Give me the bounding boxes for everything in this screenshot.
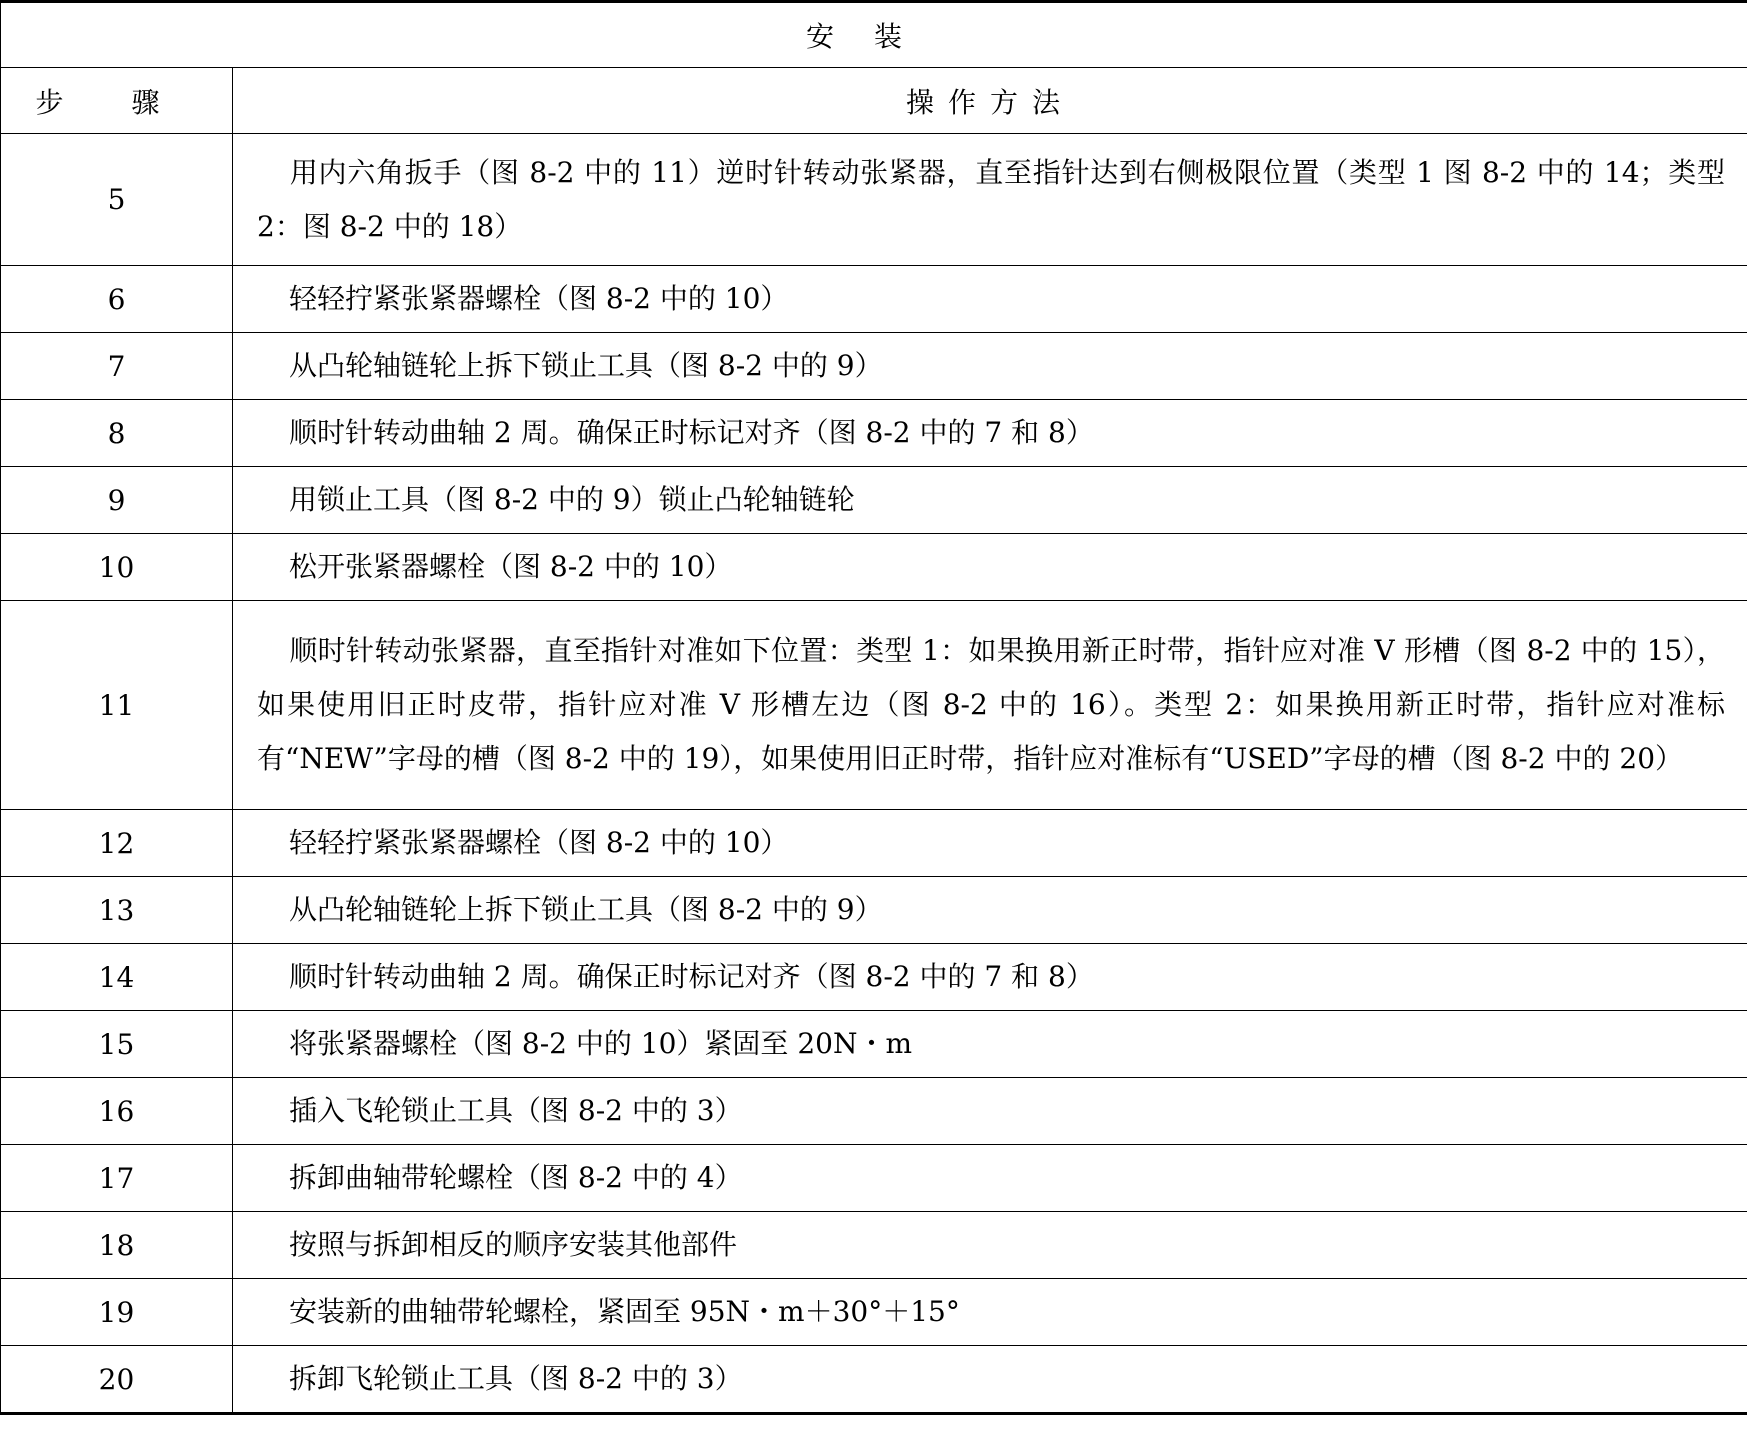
- table-row: [1, 1212, 1747, 1279]
- step-method-text: 从凸轮轴链轮上拆下锁止工具（图 8-2 中的 9）: [289, 893, 883, 926]
- step-method: [233, 1346, 1747, 1414]
- step-number: 16: [1, 1078, 233, 1145]
- step-method-text: 用锁止工具（图 8-2 中的 9）锁止凸轮轴链轮: [289, 483, 855, 516]
- step-number: 14: [1, 944, 233, 1011]
- step-method-text: 拆卸曲轴带轮螺栓（图 8-2 中的 4）: [289, 1161, 743, 1194]
- step-number: 6: [1, 266, 233, 333]
- step-method-text: 从凸轮轴链轮上拆下锁止工具（图 8-2 中的 9）: [289, 349, 883, 382]
- step-method: [233, 601, 1747, 810]
- step-method-text: 将张紧器螺栓（图 8-2 中的 10）紧固至 20N・m: [289, 1027, 913, 1060]
- table-row: [1, 1145, 1747, 1212]
- step-number: 8: [1, 400, 233, 467]
- table-header-row: [1, 68, 1747, 134]
- step-number: 9: [1, 467, 233, 534]
- step-method: [233, 333, 1747, 400]
- step-method: [233, 534, 1747, 601]
- step-number: 15: [1, 1011, 233, 1078]
- step-number: 7: [1, 333, 233, 400]
- step-method: [233, 944, 1747, 1011]
- step-method-text: 松开张紧器螺栓（图 8-2 中的 10）: [289, 550, 733, 583]
- step-method: [233, 1145, 1747, 1212]
- step-method: [233, 1279, 1747, 1346]
- step-method-text: 轻轻拧紧张紧器螺栓（图 8-2 中的 10）: [289, 826, 789, 859]
- table-row: [1, 1279, 1747, 1346]
- step-method: [233, 1212, 1747, 1279]
- step-method: [233, 266, 1747, 333]
- step-number: 12: [1, 810, 233, 877]
- step-number: 19: [1, 1279, 233, 1346]
- table-row: [1, 1078, 1747, 1145]
- table-row: [1, 467, 1747, 534]
- table-row: [1, 534, 1747, 601]
- step-number: 5: [1, 134, 233, 266]
- table-row: [1, 944, 1747, 1011]
- table-row: [1, 134, 1747, 266]
- header-method: 操作方法: [233, 68, 1747, 134]
- step-number: 13: [1, 877, 233, 944]
- table-row: [1, 601, 1747, 810]
- step-method: [233, 400, 1747, 467]
- step-method-text: 顺时针转动曲轴 2 周。确保正时标记对齐（图 8-2 中的 7 和 8）: [289, 960, 1094, 993]
- header-step: 步骤: [1, 68, 233, 134]
- step-method: [233, 1011, 1747, 1078]
- step-method-text: 顺时针转动张紧器，直至指针对准如下位置：类型 1：如果换用新正时带，指针应对准 V 形槽（图 8-2 中的 15），如果使用旧正时皮带，指针应对准 V 形槽左边（图 8-2 中的 16）。类型 2：如果换用新正时带，指针应对准标有“NEW”字母的槽（图 8-2 中的 19），如果使用旧正时带，指针应对准标有“USED”字母的槽（图 8-2 中的 20）: [257, 634, 1726, 775]
- table-row: [1, 333, 1747, 400]
- step-method: [233, 877, 1747, 944]
- step-method-text: 插入飞轮锁止工具（图 8-2 中的 3）: [289, 1094, 743, 1127]
- step-method: [233, 467, 1747, 534]
- step-method-text: 安装新的曲轴带轮螺栓，紧固至 95N・m＋30°＋15°: [289, 1295, 960, 1328]
- step-method-text: 拆卸飞轮锁止工具（图 8-2 中的 3）: [289, 1362, 743, 1395]
- table-title: 安装: [1, 2, 1747, 68]
- table-row: [1, 400, 1747, 467]
- step-number: 17: [1, 1145, 233, 1212]
- table-row: [1, 1011, 1747, 1078]
- table-title-row: [1, 2, 1747, 68]
- step-number: 10: [1, 534, 233, 601]
- step-number: 11: [1, 601, 233, 810]
- step-number: 20: [1, 1346, 233, 1414]
- step-method-text: 顺时针转动曲轴 2 周。确保正时标记对齐（图 8-2 中的 7 和 8）: [289, 416, 1094, 449]
- step-method-text: 轻轻拧紧张紧器螺栓（图 8-2 中的 10）: [289, 282, 789, 315]
- step-method-text: 按照与拆卸相反的顺序安装其他部件: [289, 1228, 738, 1261]
- step-method-text: 用内六角扳手（图 8-2 中的 11）逆时针转动张紧器，直至指针达到右侧极限位置（类型 1 图 8-2 中的 14；类型 2：图 8-2 中的 18）: [257, 155, 1726, 243]
- step-method: [233, 1078, 1747, 1145]
- step-number: 18: [1, 1212, 233, 1279]
- table-row: [1, 266, 1747, 333]
- step-method: [233, 134, 1747, 266]
- table-row: [1, 877, 1747, 944]
- table-row: [1, 810, 1747, 877]
- table-row: [1, 1346, 1747, 1414]
- step-method: [233, 810, 1747, 877]
